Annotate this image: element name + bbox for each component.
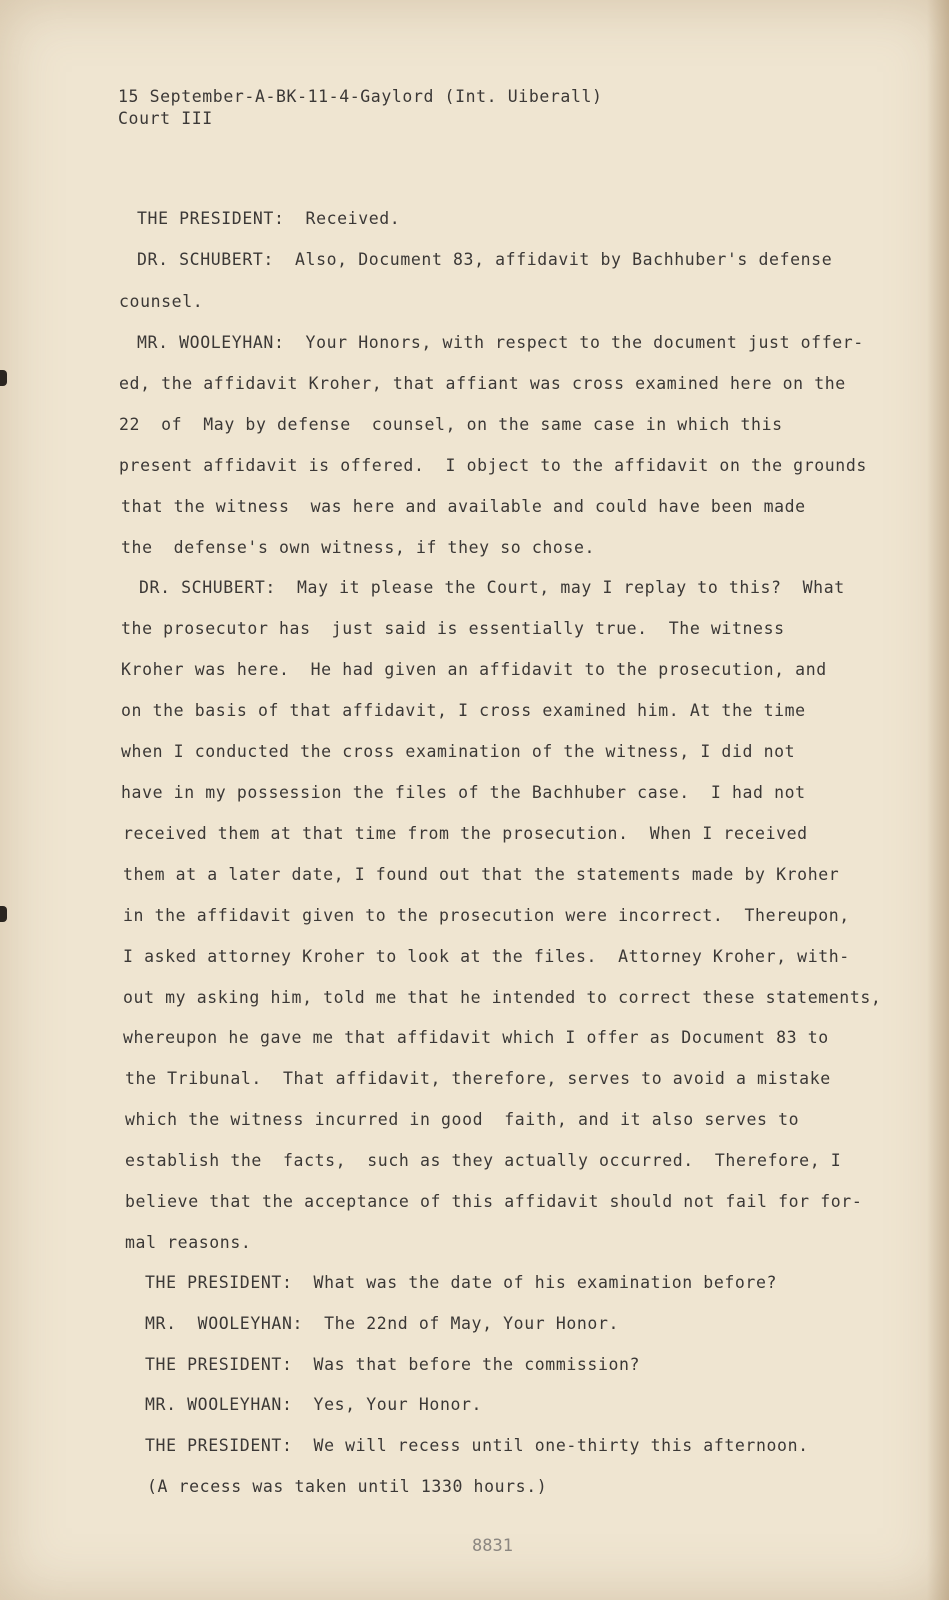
transcript-line: 22 of May by defense counsel, on the same case in which this xyxy=(119,415,783,434)
header-line-1: 15 September-A-BK-11-4-Gaylord (Int. Uiberall) xyxy=(118,87,603,106)
binding-hole-mark xyxy=(0,370,7,386)
transcript-line: believe that the acceptance of this affidavit should not fail for for- xyxy=(125,1192,863,1211)
transcript-line: MR. WOOLEYHAN: Your Honors, with respect to the document just offer- xyxy=(137,333,864,352)
transcript-line: which the witness incurred in good faith, and it also serves to xyxy=(125,1110,800,1129)
transcript-line: received them at that time from the prosecution. When I received xyxy=(123,824,808,843)
transcript-line: them at a later date, I found out that the statements made by Kroher xyxy=(123,865,840,884)
transcript-line: in the affidavit given to the prosecution were incorrect. Thereupon, xyxy=(123,906,850,925)
transcript-line: I asked attorney Kroher to look at the files. Attorney Kroher, with- xyxy=(123,947,850,966)
transcript-line: present affidavit is offered. I object to the affidavit on the grounds xyxy=(119,456,867,475)
transcript-line: DR. SCHUBERT: Also, Document 83, affidavit by Bachhuber's defense xyxy=(137,250,833,269)
transcript-line: counsel. xyxy=(119,292,204,311)
transcript-line: ed, the affidavit Kroher, that affiant was cross examined here on the xyxy=(119,374,846,393)
transcript-line: whereupon he gave me that affidavit which I offer as Document 83 to xyxy=(123,1028,829,1047)
header-line-2: Court III xyxy=(118,109,213,128)
transcript-line: out my asking him, told me that he intended to correct these statements, xyxy=(123,988,882,1007)
transcript-line: mal reasons. xyxy=(125,1233,252,1252)
transcript-line: THE PRESIDENT: What was the date of his examination before? xyxy=(145,1273,778,1292)
transcript-line: THE PRESIDENT: We will recess until one-thirty this afternoon. xyxy=(145,1436,809,1455)
transcript-line: the Tribunal. That affidavit, therefore, serves to avoid a mistake xyxy=(125,1069,831,1088)
transcript-line: DR. SCHUBERT: May it please the Court, may I replay to this? What xyxy=(139,578,845,597)
transcript-line: that the witness was here and available and could have been made xyxy=(121,497,806,516)
transcript-line: establish the facts, such as they actually occurred. Therefore, I xyxy=(125,1151,842,1170)
transcript-line: the prosecutor has just said is essentially true. The witness xyxy=(121,619,785,638)
transcript-line: (A recess was taken until 1330 hours.) xyxy=(147,1477,548,1496)
page-number: 8831 xyxy=(472,1536,513,1556)
page-edge-shadow xyxy=(927,0,949,1600)
transcript-line: THE PRESIDENT: Received. xyxy=(137,209,401,228)
transcript-line: THE PRESIDENT: Was that before the commission? xyxy=(145,1355,641,1374)
transcript-line: MR. WOOLEYHAN: Yes, Your Honor. xyxy=(145,1395,483,1414)
transcript-line: on the basis of that affidavit, I cross examined him. At the time xyxy=(121,701,806,720)
transcript-line: when I conducted the cross examination of the witness, I did not xyxy=(121,742,796,761)
transcript-line: Kroher was here. He had given an affidavit to the prosecution, and xyxy=(121,660,827,679)
transcript-line: the defense's own witness, if they so chose. xyxy=(121,538,596,557)
binding-hole-mark xyxy=(0,906,7,922)
transcript-line: have in my possession the files of the Bachhuber case. I had not xyxy=(121,783,806,802)
transcript-line: MR. WOOLEYHAN: The 22nd of May, Your Honor. xyxy=(145,1314,620,1333)
